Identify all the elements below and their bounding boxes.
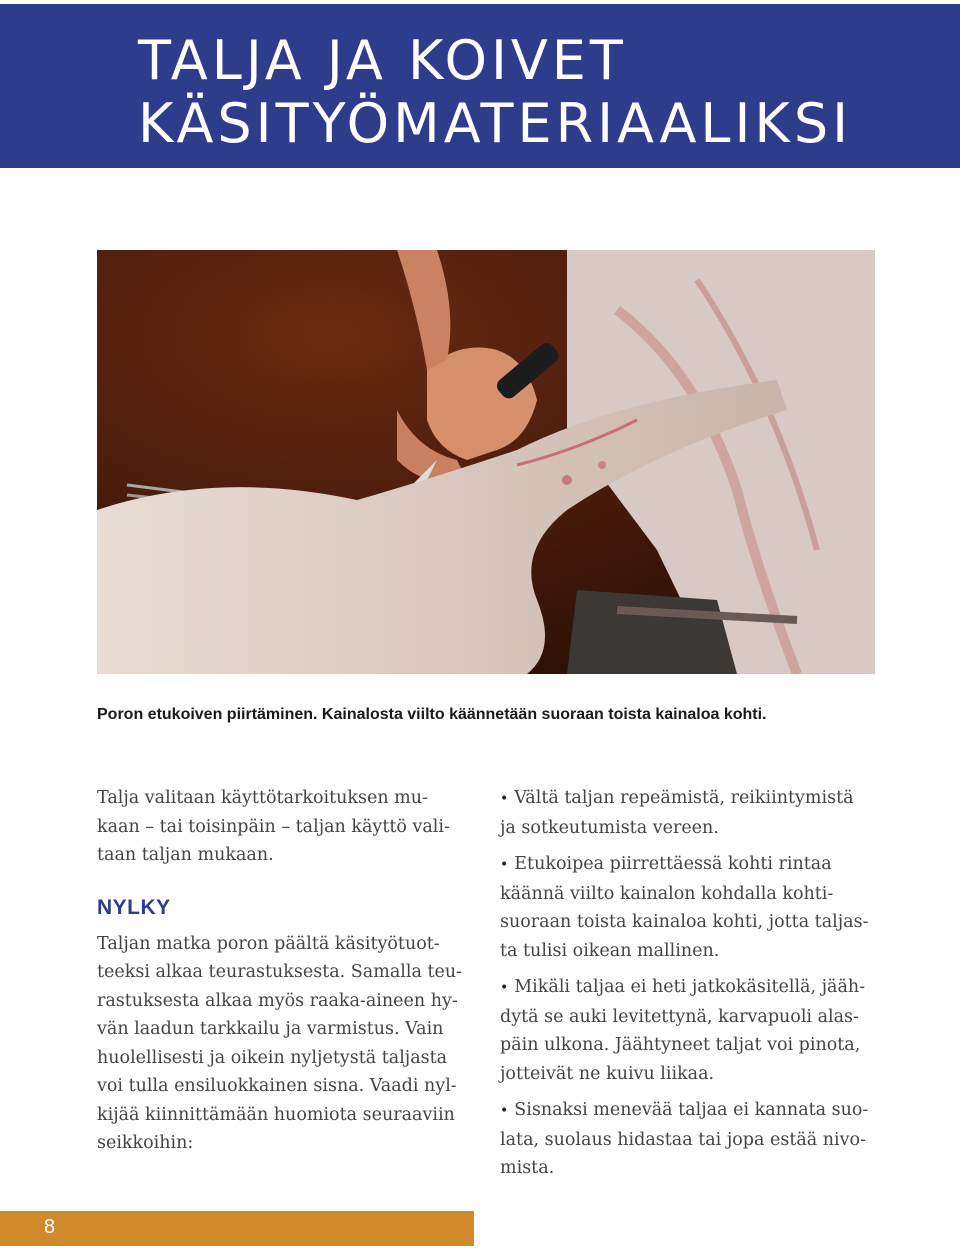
body-line: seikkoihin:	[97, 1133, 194, 1153]
left-column	[97, 784, 475, 1158]
bullet-line: dytä se auki levitettynä, karvapuoli alas-	[500, 1006, 859, 1027]
bullet-line: Sisnaksi menevää taljaa ei kannata suo-	[514, 1100, 869, 1120]
body-line: kijää kiinnittämään huomiota seuraaviin	[97, 1104, 455, 1125]
bullet-dot: •	[500, 980, 509, 996]
bullet-line: päin ulkona. Jäähtyneet taljat voi pinota,	[500, 1035, 861, 1055]
body-line: rastuksesta alkaa myös raaka-aineen hy-	[97, 990, 458, 1011]
bullet-line: ja sotkeutumista vereen.	[500, 817, 719, 838]
photo-caption: Poron etukoiven piirtäminen. Kainalosta viilto käännetään suoraan toista kainaloa kohti.	[97, 706, 767, 723]
body-line: teeksi alkaa teurastuksesta. Samalla teu-	[97, 962, 463, 982]
bullet-dot: •	[500, 857, 509, 873]
bullet-line: lata, suolaus hidastaa tai jopa estää nivo-	[500, 1129, 866, 1150]
intro-line: Talja valitaan käyttötarkoituksen mu-	[97, 788, 428, 808]
body-line: Taljan matka poron päältä käsityötuot-	[97, 933, 440, 954]
body-line: voi tulla ensiluokkainen sisna. Vaadi nyl-	[97, 1076, 457, 1096]
bullet-line: ta tulisi oikean mallinen.	[500, 940, 720, 961]
page-title-line-2: KÄSITYÖMATERIAALIKSI	[138, 92, 853, 155]
bullet-item	[500, 973, 876, 1088]
intro-paragraph	[97, 784, 475, 870]
intro-line: kaan – tai toisinpäin – taljan käyttö vali-	[97, 816, 450, 837]
page-title-line-1: TALJA JA KOIVET	[138, 29, 627, 92]
bullet-line: suoraan toista kainaloa kohti, jotta taljas-	[500, 912, 869, 932]
body-paragraph	[97, 930, 475, 1158]
bullet-dot: •	[500, 791, 509, 807]
body-line: vän laadun tarkkailu ja varmistus. Vain	[97, 1019, 444, 1039]
bullet-line: Vältä taljan repeämistä, reikiintymistä	[514, 788, 854, 808]
section-heading: NYLKY	[97, 895, 171, 919]
bullet-line: Mikäli taljaa ei heti jatkokäsitellä, jääh-	[514, 977, 866, 997]
bullet-item	[500, 850, 876, 965]
page-number: 8	[44, 1216, 56, 1238]
bullet-item	[500, 1096, 876, 1183]
reindeer-skinning-photo	[97, 250, 875, 674]
bullet-line: Etukoipea piirrettäessä kohti rintaa	[514, 854, 832, 874]
intro-line: taan taljan mukaan.	[97, 845, 274, 865]
right-column	[500, 784, 876, 1191]
bullet-line: käännä viilto kainalon kohdalla kohti-	[500, 883, 834, 904]
bullet-line: mista.	[500, 1158, 555, 1178]
title-banner	[0, 4, 960, 168]
bullet-line: jotteivät ne kuivu liikaa.	[500, 1063, 715, 1084]
bullet-dot: •	[500, 1103, 509, 1119]
footer-bar	[0, 1211, 474, 1246]
body-line: huolellisesti ja oikein nyljetystä taljasta	[97, 1047, 448, 1068]
bullet-item	[500, 784, 876, 842]
